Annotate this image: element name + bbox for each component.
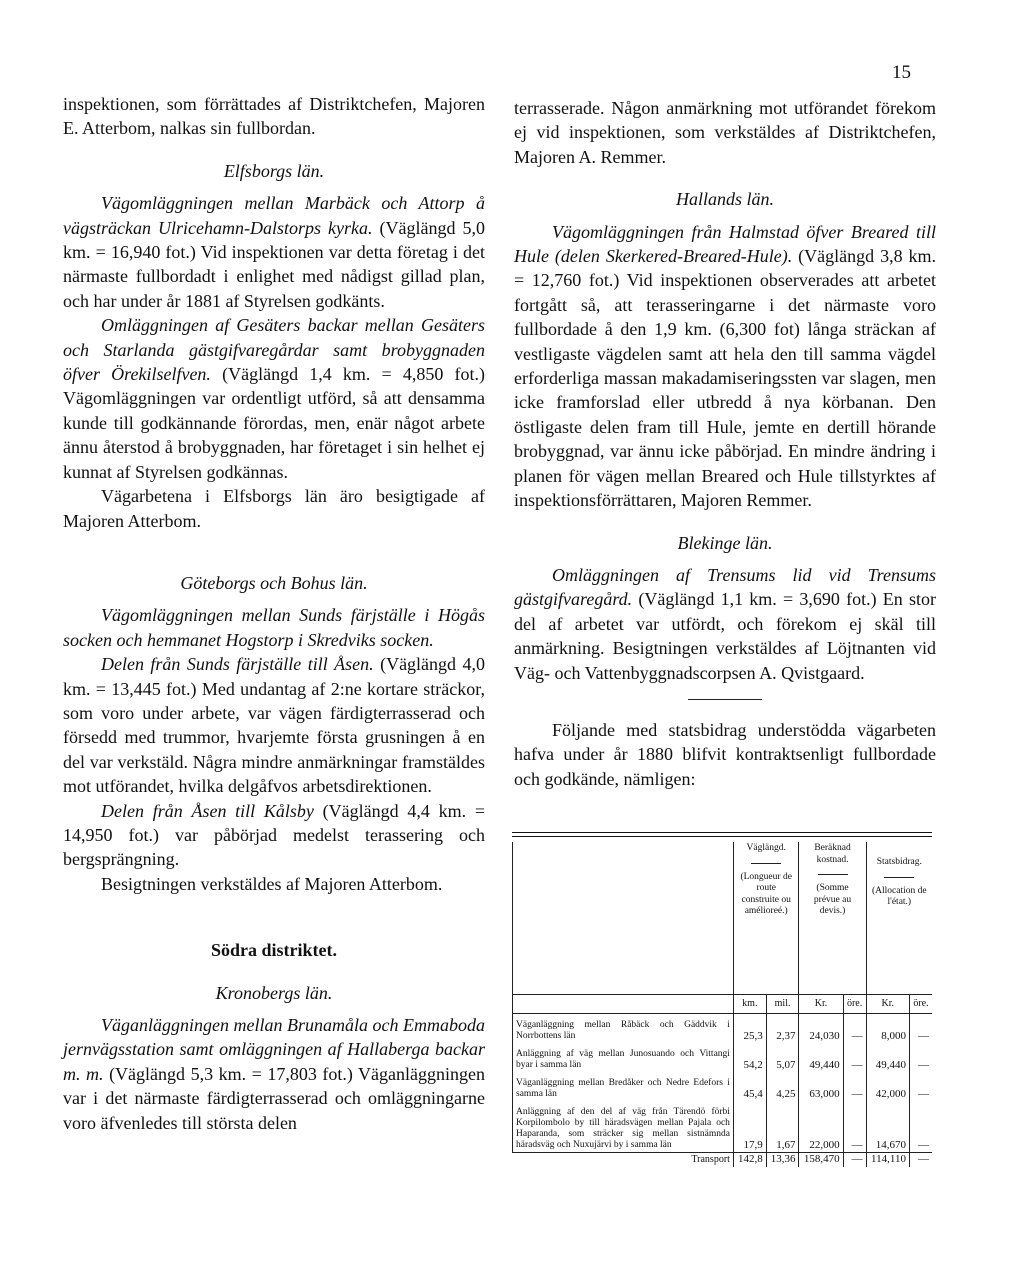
unit-kr: Kr. — [799, 995, 843, 1014]
paragraph-text: (Väglängd 1,1 km. = 3,690 fot.) En stor del af arbetet var utfördt, och förekom ej skäl till anmärkning. Besigtningen verkstäldes af Löjtnanten vid Väg- och Vattenbyggnadscorpsen A. Qvistgaard. — [514, 589, 936, 683]
paragraph: terrasserade. Någon anmärkning mot utförandet förekom ej vid inspektionen, som verkstäldes af Distriktchefen, Majoren A. Remmer. — [514, 98, 936, 167]
paragraph: Följande med statsbidrag understödda vägarbeten hafva under år 1880 blifvit kontraktsenligt fullbordade och godkände, nämligen: — [514, 719, 936, 789]
table-header-row — [513, 842, 933, 995]
header-length — [733, 842, 799, 995]
cell-kr: 158,470 — [799, 1153, 843, 1167]
header-cost-fr: (Somme prévue au devis.) — [813, 883, 852, 916]
paragraph-title: Vägomläggningen mellan Sunds färjställe i Högås socken och hemmanet Hogstorp i Skredviks socken. — [63, 605, 485, 650]
paragraph-text: (Väglängd 1,4 km. = 4,850 fot.) Vägomläggningen var ordentligt utförd, så att densamma kunde till godkännande förordas, men, enär något arbete ännu återstod å brobyggnaden, har företaget i sin helhet ej kunnat af Styrelsen godkännas. — [63, 364, 485, 482]
section-heading-elfsborg: Elfsborgs län. — [223, 160, 325, 181]
paragraph-title: Väganläggningen mellan Brunamåla och Emmaboda jernvägsstation samt omläggningen af Hallaberga backar m. m. — [63, 1015, 485, 1084]
table-row — [513, 1101, 933, 1153]
paragraph — [63, 603, 485, 652]
paragraph-title: Delen från Sunds färjställe till Åsen. — [101, 654, 374, 675]
table-row — [513, 1043, 933, 1072]
row-label: Väganläggning mellan Bredåker och Nedre Edefors i samma län — [513, 1072, 734, 1101]
paragraph — [63, 191, 485, 313]
paragraph-text: (Väglängd 4,4 km. = 14,950 fot.) var påbörjad medelst terassering och bergsprängning. — [63, 800, 486, 870]
paragraph — [63, 652, 485, 798]
left-column — [63, 92, 485, 1135]
cell-ore: — — [843, 1072, 866, 1101]
table-unit-row — [513, 995, 933, 1014]
cell-grant-ore: — — [909, 1043, 932, 1072]
cell-grant-kr: 42,000 — [866, 1072, 909, 1101]
cell-grant-ore: — — [909, 1153, 932, 1167]
paragraph — [63, 1013, 485, 1135]
paragraph-text: (Väglängd 3,8 km. = 12,760 fot.) Vid inspektionen observerades att arbetet fortgått så, att terasseringarne i det närmaste voro fullbordade å den 1,9 km. (6,300 fot) långa sträckan af vestligaste vägdelen samt att hela den till samma vägdel erforderliga massan makadamiseringssten var slagen, men icke framforslad eller utbredd å nya körbanan. Den östligaste delen fram till Hule, jemte en dertill hörande brobyggnad, var ännu icke påbörjad. En mindre ändring i planen för vägen mellan Breared och Hule tillstyrktes af inspektionsförrättaren, Majoren Remmer. — [514, 246, 936, 511]
paragraph — [63, 313, 485, 484]
unit-mil: mil. — [766, 995, 799, 1014]
cell-mil: 5,07 — [766, 1043, 799, 1072]
cell-grant-ore: — — [909, 1014, 932, 1044]
table-top-rule — [512, 832, 932, 833]
paragraph-title: Vägomläggningen mellan Marbäck och Attorp å vägsträckan Ulricehamn-Dalstorps kyrka. — [63, 193, 485, 238]
cell-grant-kr: 8,000 — [866, 1014, 909, 1044]
header-length-fr: (Longueur de route construite ou amélioreé.) — [740, 871, 792, 916]
section-heading-goteborg: Göteborgs och Bohus län. — [180, 572, 368, 593]
unit-ore: öre. — [843, 995, 866, 1014]
header-grant-label: Statsbidrag. — [876, 857, 922, 867]
header-length-label: Väglängd. — [746, 843, 786, 853]
unit-grant-kr: Kr. — [866, 995, 909, 1014]
cell-ore: — — [843, 1101, 866, 1153]
header-cost-label: Beräknad kostnad. — [814, 843, 851, 865]
cell-ore: — — [843, 1043, 866, 1072]
cell-ore: — — [843, 1014, 866, 1044]
divider — [688, 699, 762, 700]
paragraph-text: (Väglängd 4,0 km. = 13,445 fot.) Med undantag af 2:ne kortare sträckor, som voro under arbete, var vägen färdigterrasserad och försedd med trummor, hvarjemte första grusningen å en del var verkstäld. Några mindre anmärkningar framstäldes mot utförandet, hvilka delgåfvos arbetsdirektionen. — [63, 654, 485, 797]
cell-kr: 24,030 — [799, 1014, 843, 1044]
paragraph-text: (Väglängd 5,0 km. = 16,940 fot.) Vid inspektionen var detta företag i det närmaste fullbordadt i enlighet med nådigst gillad plan, och har under år 1881 af Styrelsen godkänts. — [63, 217, 485, 311]
paragraph-title: Vägomläggningen från Halmstad öfver Breared till Hule (delen Skerkered-Breared-Hule). — [514, 221, 936, 267]
cell-grant-kr: 49,440 — [866, 1043, 909, 1072]
table-top-rule — [512, 836, 932, 837]
unit-grant-ore: öre. — [909, 995, 932, 1014]
grant-table — [512, 842, 932, 1167]
cell-mil: 1,67 — [766, 1101, 799, 1153]
header-grant-fr: (Allocation de l'état.) — [871, 885, 927, 907]
unit-blank — [513, 995, 734, 1014]
section-heading-blekinge: Blekinge län. — [677, 532, 773, 553]
paragraph-title: Delen från Åsen till Kålsby — [101, 800, 314, 821]
header-cost — [799, 842, 866, 995]
paragraph-title: Omläggningen af Gesäters backar mellan Gesäters och Starlanda gästgifvaregårdar samt brobyggnaden öfver Örekilselfven. — [63, 315, 485, 385]
cell-km: 54,2 — [733, 1043, 766, 1072]
cell-km: 45,4 — [733, 1072, 766, 1101]
table-row — [513, 1014, 933, 1044]
section-heading-kronoberg: Kronobergs län. — [215, 982, 333, 1003]
cell-grant-kr: 14,670 — [866, 1101, 909, 1153]
section-heading-halland: Hallands län. — [675, 189, 774, 210]
header-blank — [513, 842, 734, 995]
right-column — [514, 96, 936, 791]
paragraph-text: (Väglängd 5,3 km. = 17,803 fot.) Väganläggningen var i det närmaste färdigterrasserad och omläggningarne voro äfvenledes till största delen — [63, 1063, 485, 1133]
row-label: Väganläggning mellan Råbäck och Gäddvik i Norrbottens län — [513, 1014, 734, 1044]
paragraph — [63, 799, 485, 872]
cell-km: 25,3 — [733, 1014, 766, 1044]
table-transport-row — [513, 1153, 933, 1167]
header-grant — [866, 842, 932, 995]
row-label: Anläggning af den del af väg från Tärendö förbi Korpilombolo by till häradsvägen mellan Pajala och Haparanda, som sträcker sig mellan sistnämnda häradsväg och Nuxujärvi by i samma län — [513, 1101, 734, 1153]
cell-grant-ore: — — [909, 1101, 932, 1153]
cell-mil: 2,37 — [766, 1014, 799, 1044]
cell-mil: 4,25 — [766, 1072, 799, 1101]
paragraph — [514, 220, 936, 513]
paragraph: Besigtningen verkstäldes af Majoren Atterbom. — [101, 873, 443, 894]
cell-km: 17,9 — [733, 1101, 766, 1153]
cell-grant-kr: 114,110 — [866, 1153, 909, 1167]
cell-kr: 22,000 — [799, 1101, 843, 1153]
cell-km: 142,8 — [733, 1153, 766, 1167]
cell-kr: 49,440 — [799, 1043, 843, 1072]
cell-grant-ore: — — [909, 1072, 932, 1101]
transport-label: Transport — [513, 1153, 734, 1167]
cell-ore: — — [843, 1153, 866, 1167]
paragraph — [514, 563, 936, 685]
table-row — [513, 1072, 933, 1101]
paragraph-title: Omläggningen af Trensums lid vid Trensums gästgifvaregård. — [514, 564, 936, 610]
section-heading-sodra: Södra distriktet. — [211, 940, 337, 961]
row-label: Anläggning af väg mellan Junosuando och Vittangi byar i samma län — [513, 1043, 734, 1072]
page-number: 15 — [892, 62, 911, 83]
unit-km: km. — [733, 995, 766, 1014]
paragraph: inspektionen, som förrättades af Distriktchefen, Majoren E. Atterbom, nalkas sin fullbordan. — [63, 94, 485, 139]
cell-mil: 13,36 — [766, 1153, 799, 1167]
cell-kr: 63,000 — [799, 1072, 843, 1101]
paragraph: Vägarbetena i Elfsborgs län äro besigtigade af Majoren Atterbom. — [63, 486, 485, 531]
